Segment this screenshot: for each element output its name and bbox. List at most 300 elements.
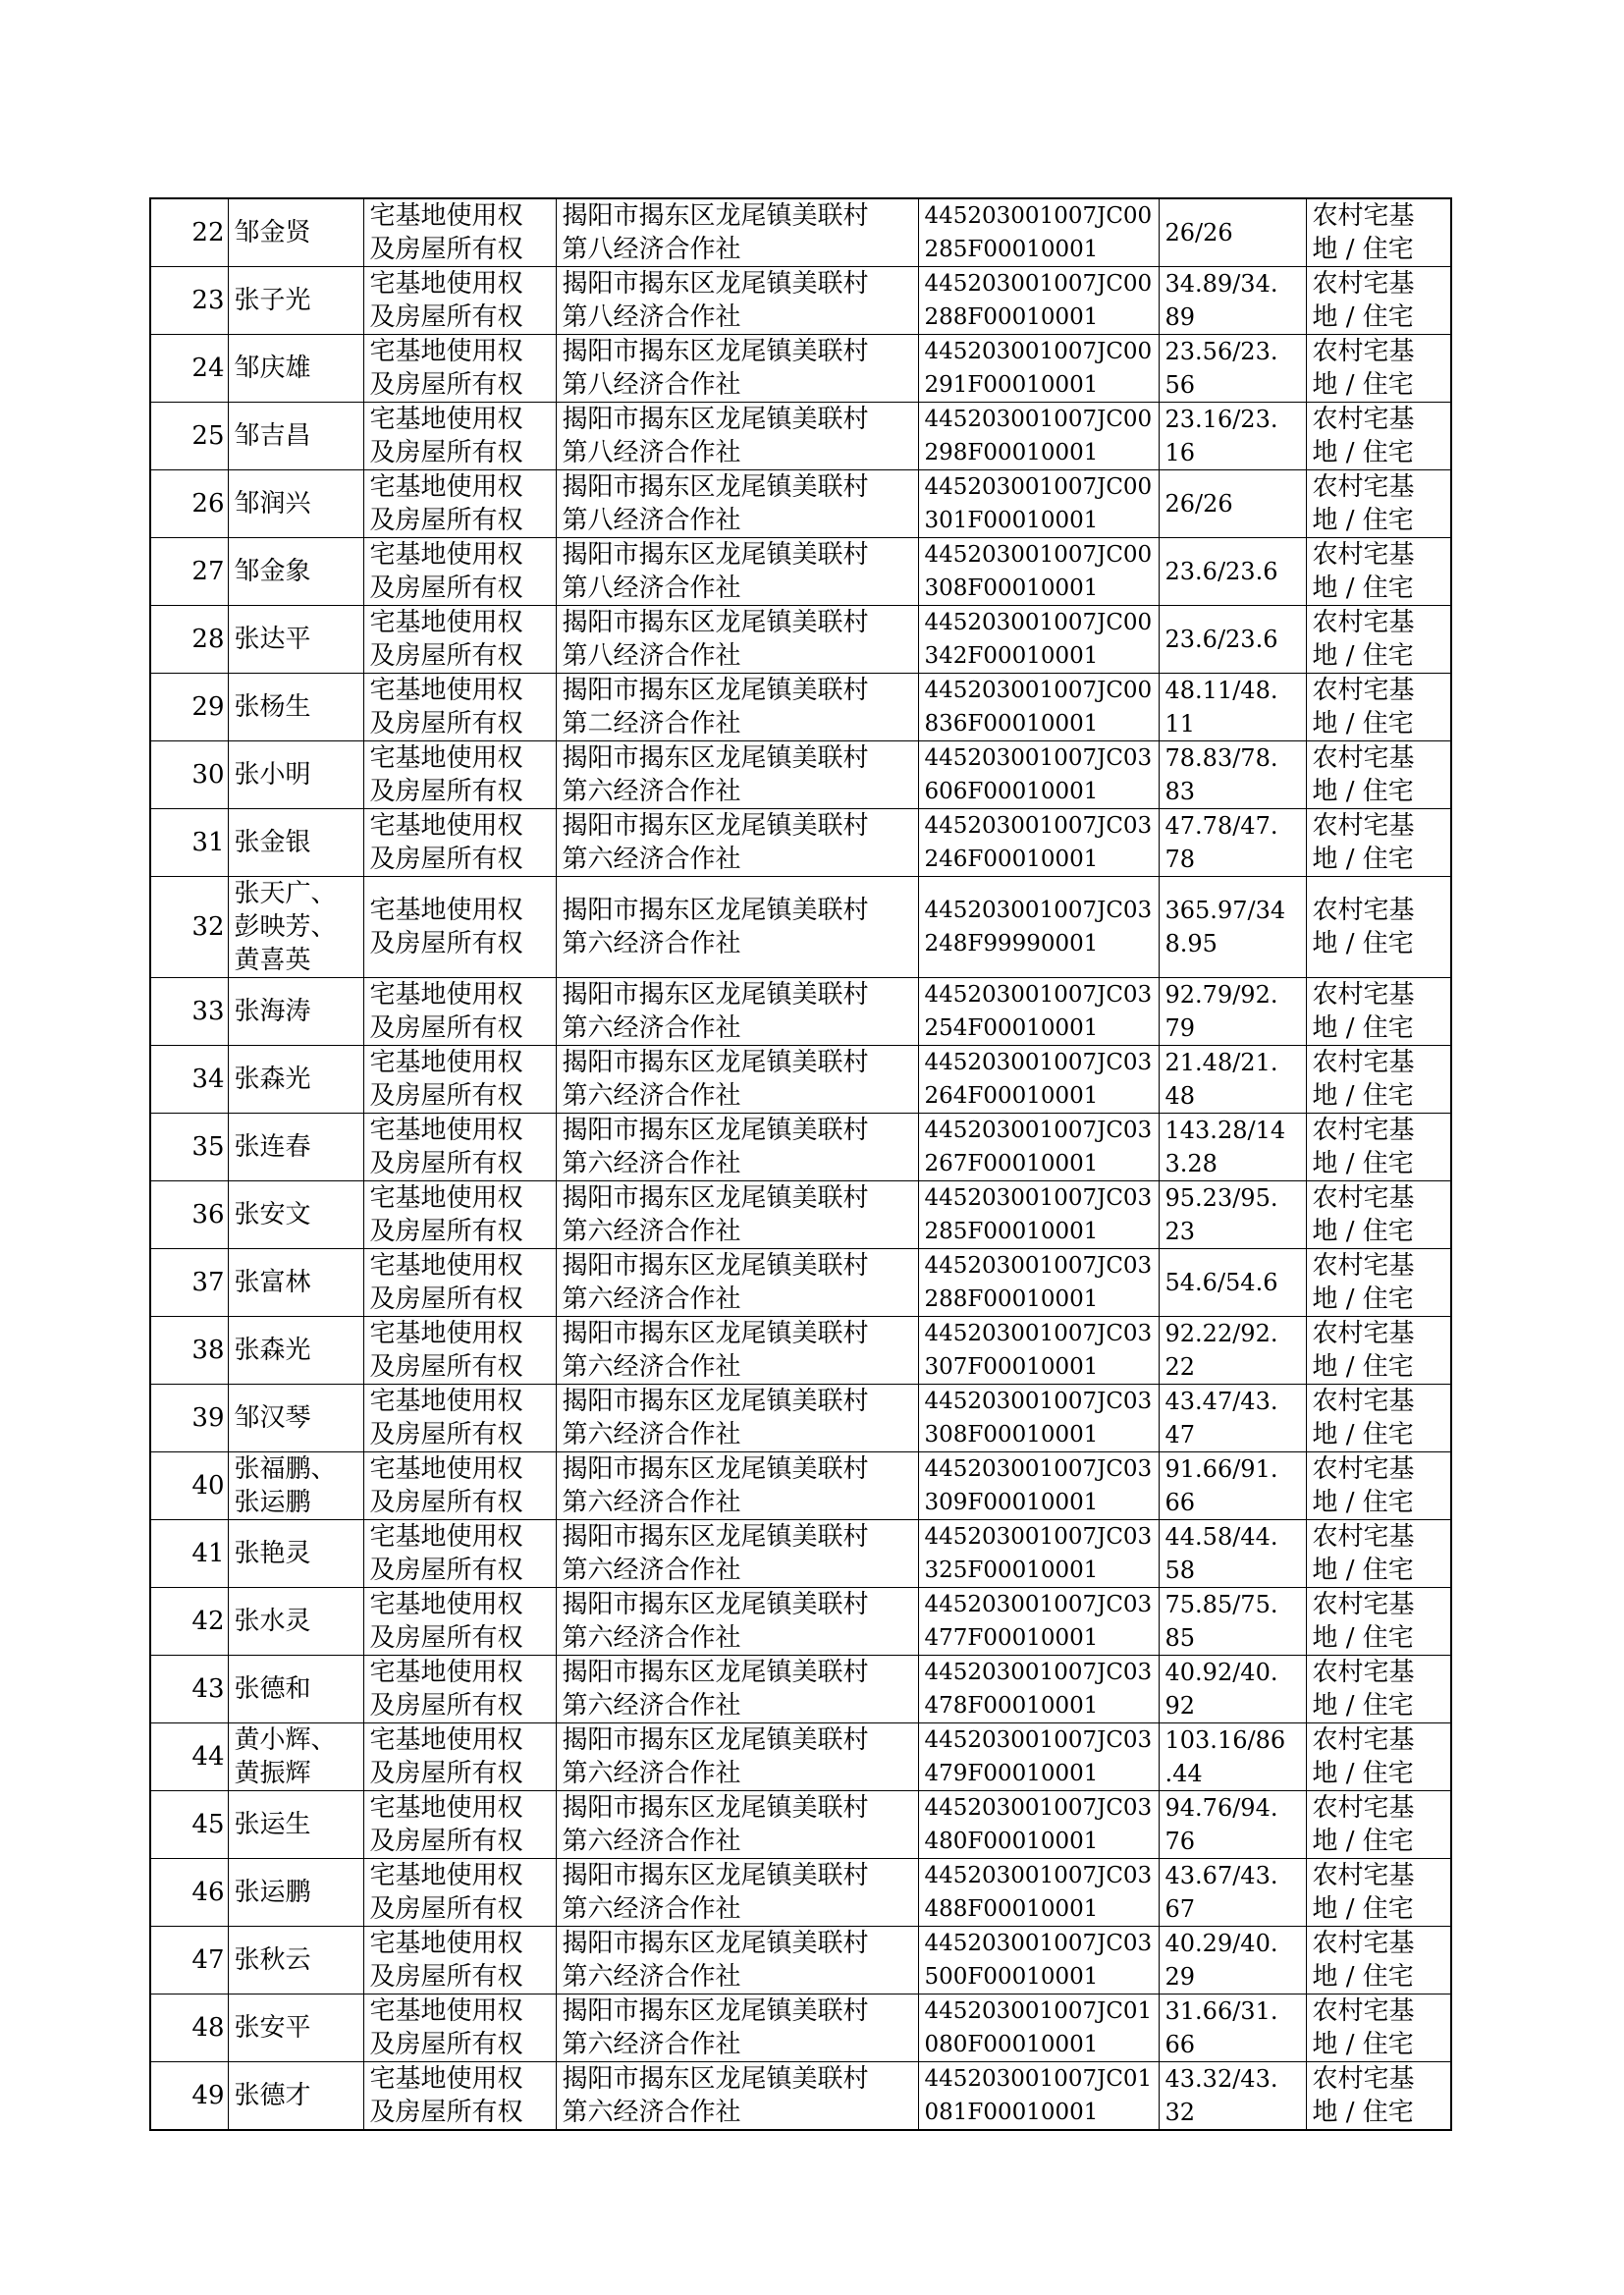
area-line: 47 [1164,1421,1196,1448]
right-type-line: 宅基地使用权 [369,608,523,637]
land-owner-cell [556,1791,918,1859]
unit-code-line: 309F00010001 [924,1490,1099,1515]
right-type-cell [363,1859,556,1927]
row-number-cell: 34 [150,1046,228,1114]
right-type-cell [363,1994,556,2062]
land-use-line: 农村宅基 [1312,1725,1415,1755]
area-line: 22 [1164,1353,1196,1381]
unit-code-line: 445203001007JC00 [924,203,1153,229]
holder-name-line: 张安平 [234,2013,311,2043]
holder-name-line: 邹庆雄 [234,354,311,383]
land-use-line: 农村宅基 [1312,1929,1415,1958]
holder-name-line: 张达平 [234,625,311,654]
right-type-line: 宅基地使用权 [369,1996,523,2026]
row-number-cell: 42 [150,1588,228,1656]
unit-code-line: 445203001007JC03 [924,982,1153,1008]
row-number-cell: 29 [150,674,228,741]
right-type-line: 及房屋所有权 [369,641,523,671]
unit-code-cell [918,877,1159,978]
unit-code-line: 445203001007JC00 [924,407,1153,432]
unit-code-line: 445203001007JC01 [924,2066,1153,2092]
table-row [150,1317,1451,1385]
land-use-cell [1306,1588,1451,1656]
land-owner-line: 第六经济合作社 [562,845,741,874]
land-use-line: 地 / 住宅 [1312,1488,1414,1517]
unit-code-line: 445203001007JC03 [924,1185,1153,1211]
land-owner-cell [556,606,918,674]
land-use-line: 地 / 住宅 [1312,1623,1414,1653]
area-line: 78.83/78. [1164,744,1278,772]
area-line: 11 [1164,710,1196,738]
row-number-cell: 36 [150,1181,228,1249]
land-owner-line: 第八经济合作社 [562,506,741,535]
holder-name-cell [228,470,363,538]
land-owner-cell [556,2062,918,2131]
land-owner-cell [556,1181,918,1249]
area-line: 67 [1164,1895,1196,1923]
land-use-line: 地 / 住宅 [1312,2030,1414,2059]
land-use-cell [1306,1520,1451,1588]
right-type-line: 及房屋所有权 [369,1420,523,1449]
right-type-cell [363,606,556,674]
area-cell [1159,1656,1306,1723]
right-type-cell [363,877,556,978]
right-type-line: 及房屋所有权 [369,235,523,264]
area-line: 26/26 [1164,490,1233,518]
table-row [150,403,1451,470]
land-use-cell [1306,1317,1451,1385]
right-type-line: 及房屋所有权 [369,1284,523,1314]
land-owner-line: 第六经济合作社 [562,929,741,958]
row-number-cell: 27 [150,538,228,606]
land-owner-cell [556,470,918,538]
holder-name-line: 张艳灵 [234,1539,311,1568]
unit-code-line: 445203001007JC03 [924,1592,1153,1617]
land-owner-line: 揭阳市揭东区龙尾镇美联村 [562,1996,869,2026]
holder-name-line: 邹金贤 [234,218,311,247]
unit-code-line: 445203001007JC03 [924,745,1153,771]
row-number-cell: 46 [150,1859,228,1927]
right-type-line: 及房屋所有权 [369,1691,523,1721]
unit-code-line: 445203001007JC03 [924,1524,1153,1550]
area-line: 103.16/86 [1164,1726,1286,1754]
right-type-line: 及房屋所有权 [369,1217,523,1246]
holder-name-line: 张秋云 [234,1945,311,1975]
unit-code-line: 606F00010001 [924,779,1099,804]
right-type-line: 宅基地使用权 [369,980,523,1010]
land-use-cell [1306,267,1451,335]
area-line: 76 [1164,1828,1196,1855]
holder-name-cell [228,335,363,403]
holder-name-line: 张富林 [234,1268,311,1297]
right-type-line: 宅基地使用权 [369,1861,523,1890]
right-type-cell [363,538,556,606]
land-owner-line: 第六经济合作社 [562,1284,741,1314]
unit-code-line: 488F00010001 [924,1896,1099,1922]
land-use-line: 农村宅基 [1312,1251,1415,1281]
land-owner-line: 揭阳市揭东区龙尾镇美联村 [562,1929,869,1958]
right-type-line: 及房屋所有权 [369,929,523,958]
area-line: 8.95 [1164,930,1218,957]
land-owner-line: 揭阳市揭东区龙尾镇美联村 [562,1454,869,1484]
row-number-cell: 39 [150,1385,228,1452]
row-number-cell: 47 [150,1927,228,1994]
land-use-line: 农村宅基 [1312,1387,1415,1416]
holder-name-line: 张德和 [234,1674,311,1704]
land-use-line: 农村宅基 [1312,1590,1415,1619]
land-owner-line: 揭阳市揭东区龙尾镇美联村 [562,337,869,366]
table-row [150,1994,1451,2062]
unit-code-line: 445203001007JC03 [924,1389,1153,1414]
table-row [150,1927,1451,1994]
area-line: 44.58/44. [1164,1523,1278,1551]
unit-code-line: 445203001007JC00 [924,678,1153,703]
right-type-line: 及房屋所有权 [369,1013,523,1043]
land-owner-cell [556,1114,918,1181]
land-owner-line: 第六经济合作社 [562,777,741,806]
land-use-line: 地 / 住宅 [1312,370,1414,400]
right-type-cell [363,741,556,809]
right-type-cell [363,1046,556,1114]
unit-code-cell [918,809,1159,877]
land-use-cell [1306,1181,1451,1249]
area-cell [1159,1791,1306,1859]
unit-code-cell [918,1452,1159,1520]
right-type-cell [363,1723,556,1791]
table-row [150,198,1451,267]
land-owner-line: 揭阳市揭东区龙尾镇美联村 [562,1183,869,1213]
right-type-cell [363,1452,556,1520]
holder-name-line: 张运鹏 [234,1878,311,1907]
holder-name-line: 张水灵 [234,1607,311,1636]
unit-code-line: 445203001007JC00 [924,339,1153,364]
land-use-line: 农村宅基 [1312,608,1415,637]
right-type-line: 宅基地使用权 [369,540,523,570]
area-cell [1159,606,1306,674]
right-type-line: 及房屋所有权 [369,370,523,400]
right-type-cell [363,809,556,877]
right-type-cell [363,267,556,335]
land-use-cell [1306,1791,1451,1859]
area-line: 89 [1164,303,1196,331]
row-number-cell: 30 [150,741,228,809]
unit-code-line: 445203001007JC00 [924,610,1153,635]
right-type-line: 宅基地使用权 [369,1183,523,1213]
holder-name-line: 邹润兴 [234,489,311,519]
land-owner-line: 第六经济合作社 [562,1488,741,1517]
right-type-cell [363,1927,556,1994]
area-line: 23 [1164,1218,1196,1245]
area-line: 92 [1164,1692,1196,1720]
right-type-line: 及房屋所有权 [369,2098,523,2127]
table-row [150,335,1451,403]
area-line: 26/26 [1164,219,1233,246]
area-line: 23.6/23.6 [1164,626,1278,653]
land-use-cell [1306,809,1451,877]
land-owner-line: 揭阳市揭东区龙尾镇美联村 [562,676,869,705]
land-owner-line: 揭阳市揭东区龙尾镇美联村 [562,743,869,773]
unit-code-cell [918,198,1159,267]
right-type-line: 宅基地使用权 [369,2064,523,2094]
unit-code-line: 445203001007JC03 [924,898,1153,923]
land-use-line: 农村宅基 [1312,405,1415,434]
area-cell [1159,1588,1306,1656]
unit-code-cell [918,470,1159,538]
right-type-line: 及房屋所有权 [369,574,523,603]
land-use-line: 地 / 住宅 [1312,1556,1414,1585]
area-line: .44 [1164,1760,1203,1787]
land-use-line: 地 / 住宅 [1312,302,1414,332]
unit-code-line: 298F00010001 [924,440,1099,465]
right-type-line: 宅基地使用权 [369,896,523,925]
unit-code-cell [918,1588,1159,1656]
land-owner-cell [556,674,918,741]
land-use-cell [1306,403,1451,470]
holder-name-cell [228,198,363,267]
land-owner-line: 揭阳市揭东区龙尾镇美联村 [562,201,869,231]
land-use-line: 农村宅基 [1312,472,1415,502]
right-type-cell [363,1317,556,1385]
table-row [150,1181,1451,1249]
area-line: 34.89/34. [1164,270,1278,298]
unit-code-cell [918,1656,1159,1723]
holder-name-line: 黄振辉 [234,1759,311,1788]
area-cell [1159,1859,1306,1927]
area-cell [1159,538,1306,606]
land-use-cell [1306,1994,1451,2062]
right-type-cell [363,1791,556,1859]
area-line: 47.78/47. [1164,812,1278,840]
area-line: 95.23/95. [1164,1184,1278,1212]
land-owner-line: 揭阳市揭东区龙尾镇美联村 [562,1387,869,1416]
holder-name-line: 邹汉琴 [234,1403,311,1433]
unit-code-cell [918,1927,1159,1994]
land-use-line: 农村宅基 [1312,337,1415,366]
right-type-line: 及房屋所有权 [369,1962,523,1992]
area-line: 23.6/23.6 [1164,558,1278,585]
row-number-cell: 40 [150,1452,228,1520]
holder-name-line: 张海涛 [234,997,311,1026]
land-use-line: 农村宅基 [1312,1996,1415,2026]
land-use-line: 地 / 住宅 [1312,1962,1414,1992]
unit-code-line: 285F00010001 [924,237,1099,262]
right-type-cell [363,403,556,470]
holder-name-cell [228,1859,363,1927]
land-use-line: 农村宅基 [1312,1861,1415,1890]
table-row [150,1656,1451,1723]
area-line: 66 [1164,1489,1196,1516]
unit-code-cell [918,538,1159,606]
land-owner-cell [556,1656,918,1723]
land-use-cell [1306,1046,1451,1114]
holder-name-line: 张运鹏 [234,1488,311,1517]
area-line: 23.56/23. [1164,338,1278,365]
right-type-line: 及房屋所有权 [369,1556,523,1585]
holder-name-cell [228,1114,363,1181]
land-owner-line: 揭阳市揭东区龙尾镇美联村 [562,1048,869,1077]
holder-name-line: 张子光 [234,286,311,315]
unit-code-cell [918,1723,1159,1791]
right-type-line: 及房屋所有权 [369,302,523,332]
holder-name-cell [228,2062,363,2131]
right-type-line: 宅基地使用权 [369,1725,523,1755]
row-number-cell: 45 [150,1791,228,1859]
land-owner-line: 第八经济合作社 [562,370,741,400]
row-number-cell: 32 [150,877,228,978]
land-owner-line: 第二经济合作社 [562,709,741,738]
land-owner-line: 第六经济合作社 [562,1420,741,1449]
land-use-cell [1306,470,1451,538]
holder-name-cell [228,403,363,470]
holder-name-cell [228,1520,363,1588]
right-type-line: 及房屋所有权 [369,1894,523,1924]
holder-name-cell [228,978,363,1046]
right-type-cell [363,1249,556,1317]
right-type-cell [363,2062,556,2131]
table-row [150,1046,1451,1114]
area-line: 48 [1164,1082,1196,1110]
area-line: 3.28 [1164,1150,1218,1177]
holder-name-cell [228,674,363,741]
land-owner-cell [556,335,918,403]
table-row [150,1452,1451,1520]
unit-code-line: 445203001007JC03 [924,1727,1153,1753]
land-use-cell [1306,674,1451,741]
holder-name-cell [228,1046,363,1114]
unit-code-cell [918,267,1159,335]
land-owner-cell [556,1723,918,1791]
unit-code-line: 291F00010001 [924,372,1099,398]
table-row [150,1249,1451,1317]
land-owner-line: 揭阳市揭东区龙尾镇美联村 [562,1251,869,1281]
unit-code-line: 080F00010001 [924,2032,1099,2057]
area-cell [1159,267,1306,335]
row-number-cell: 43 [150,1656,228,1723]
area-line: 92.22/92. [1164,1320,1278,1347]
land-use-line: 农村宅基 [1312,540,1415,570]
holder-name-cell [228,1452,363,1520]
unit-code-line: 478F00010001 [924,1693,1099,1719]
land-use-cell [1306,1452,1451,1520]
holder-name-line: 张安文 [234,1200,311,1229]
right-type-line: 宅基地使用权 [369,676,523,705]
area-line: 16 [1164,439,1196,466]
area-line: 40.92/40. [1164,1659,1278,1686]
unit-code-cell [918,2062,1159,2131]
land-owner-line: 揭阳市揭东区龙尾镇美联村 [562,405,869,434]
table-row [150,1791,1451,1859]
row-number-cell: 44 [150,1723,228,1791]
area-cell [1159,1520,1306,1588]
right-type-cell [363,470,556,538]
unit-code-line: 308F00010001 [924,575,1099,601]
land-use-cell [1306,1385,1451,1452]
right-type-cell [363,674,556,741]
holder-name-line: 张连春 [234,1132,311,1162]
area-cell [1159,1927,1306,1994]
land-owner-line: 揭阳市揭东区龙尾镇美联村 [562,1725,869,1755]
table-row [150,1114,1451,1181]
right-type-line: 及房屋所有权 [369,777,523,806]
land-owner-cell [556,1317,918,1385]
land-use-line: 地 / 住宅 [1312,235,1414,264]
area-cell [1159,1249,1306,1317]
holder-name-line: 张小明 [234,760,311,790]
area-cell [1159,1046,1306,1114]
land-use-line: 农村宅基 [1312,1522,1415,1552]
land-use-line: 农村宅基 [1312,201,1415,231]
land-owner-line: 揭阳市揭东区龙尾镇美联村 [562,1522,869,1552]
land-owner-cell [556,267,918,335]
area-line: 23.16/23. [1164,406,1278,433]
land-owner-line: 第六经济合作社 [562,1352,741,1382]
unit-code-line: 248F99990001 [924,931,1099,956]
land-owner-cell [556,1520,918,1588]
unit-code-line: 445203001007JC03 [924,1931,1153,1956]
right-type-line: 宅基地使用权 [369,1929,523,1958]
land-owner-line: 揭阳市揭东区龙尾镇美联村 [562,1319,869,1348]
land-use-line: 农村宅基 [1312,676,1415,705]
land-use-cell [1306,877,1451,978]
unit-code-cell [918,1114,1159,1181]
area-cell [1159,1181,1306,1249]
unit-code-line: 480F00010001 [924,1829,1099,1854]
holder-name-line: 张福鹏、 [234,1454,337,1484]
right-type-cell [363,1385,556,1452]
area-line: 83 [1164,778,1196,805]
land-owner-cell [556,1249,918,1317]
right-type-line: 及房屋所有权 [369,1081,523,1111]
unit-code-line: 445203001007JC03 [924,1050,1153,1075]
land-owner-line: 揭阳市揭东区龙尾镇美联村 [562,472,869,502]
land-use-line: 农村宅基 [1312,896,1415,925]
unit-code-cell [918,1317,1159,1385]
land-owner-line: 第六经济合作社 [562,1013,741,1043]
holder-name-cell [228,809,363,877]
right-type-line: 及房屋所有权 [369,438,523,467]
land-use-line: 地 / 住宅 [1312,1420,1414,1449]
unit-code-line: 445203001007JC03 [924,1253,1153,1279]
table-row [150,1385,1451,1452]
right-type-line: 宅基地使用权 [369,201,523,231]
unit-code-line: 254F00010001 [924,1015,1099,1041]
unit-code-line: 445203001007JC00 [924,271,1153,297]
unit-code-line: 477F00010001 [924,1625,1099,1651]
right-type-line: 及房屋所有权 [369,709,523,738]
right-type-line: 宅基地使用权 [369,1048,523,1077]
area-line: 43.67/43. [1164,1862,1278,1889]
row-number-cell: 41 [150,1520,228,1588]
unit-code-cell [918,1859,1159,1927]
unit-code-line: 285F00010001 [924,1219,1099,1244]
land-owner-line: 揭阳市揭东区龙尾镇美联村 [562,1793,869,1823]
land-use-line: 地 / 住宅 [1312,1081,1414,1111]
right-type-cell [363,335,556,403]
holder-name-cell [228,538,363,606]
unit-code-line: 445203001007JC03 [924,813,1153,839]
row-number-cell: 23 [150,267,228,335]
right-type-line: 宅基地使用权 [369,743,523,773]
holder-name-line: 张运生 [234,1810,311,1839]
land-owner-line: 第六经济合作社 [562,1894,741,1924]
land-use-line: 地 / 住宅 [1312,845,1414,874]
area-line: 365.97/34 [1164,897,1286,924]
right-type-line: 宅基地使用权 [369,1319,523,1348]
land-owner-line: 第六经济合作社 [562,1149,741,1178]
land-use-line: 地 / 住宅 [1312,1691,1414,1721]
land-use-line: 地 / 住宅 [1312,2098,1414,2127]
unit-code-cell [918,606,1159,674]
